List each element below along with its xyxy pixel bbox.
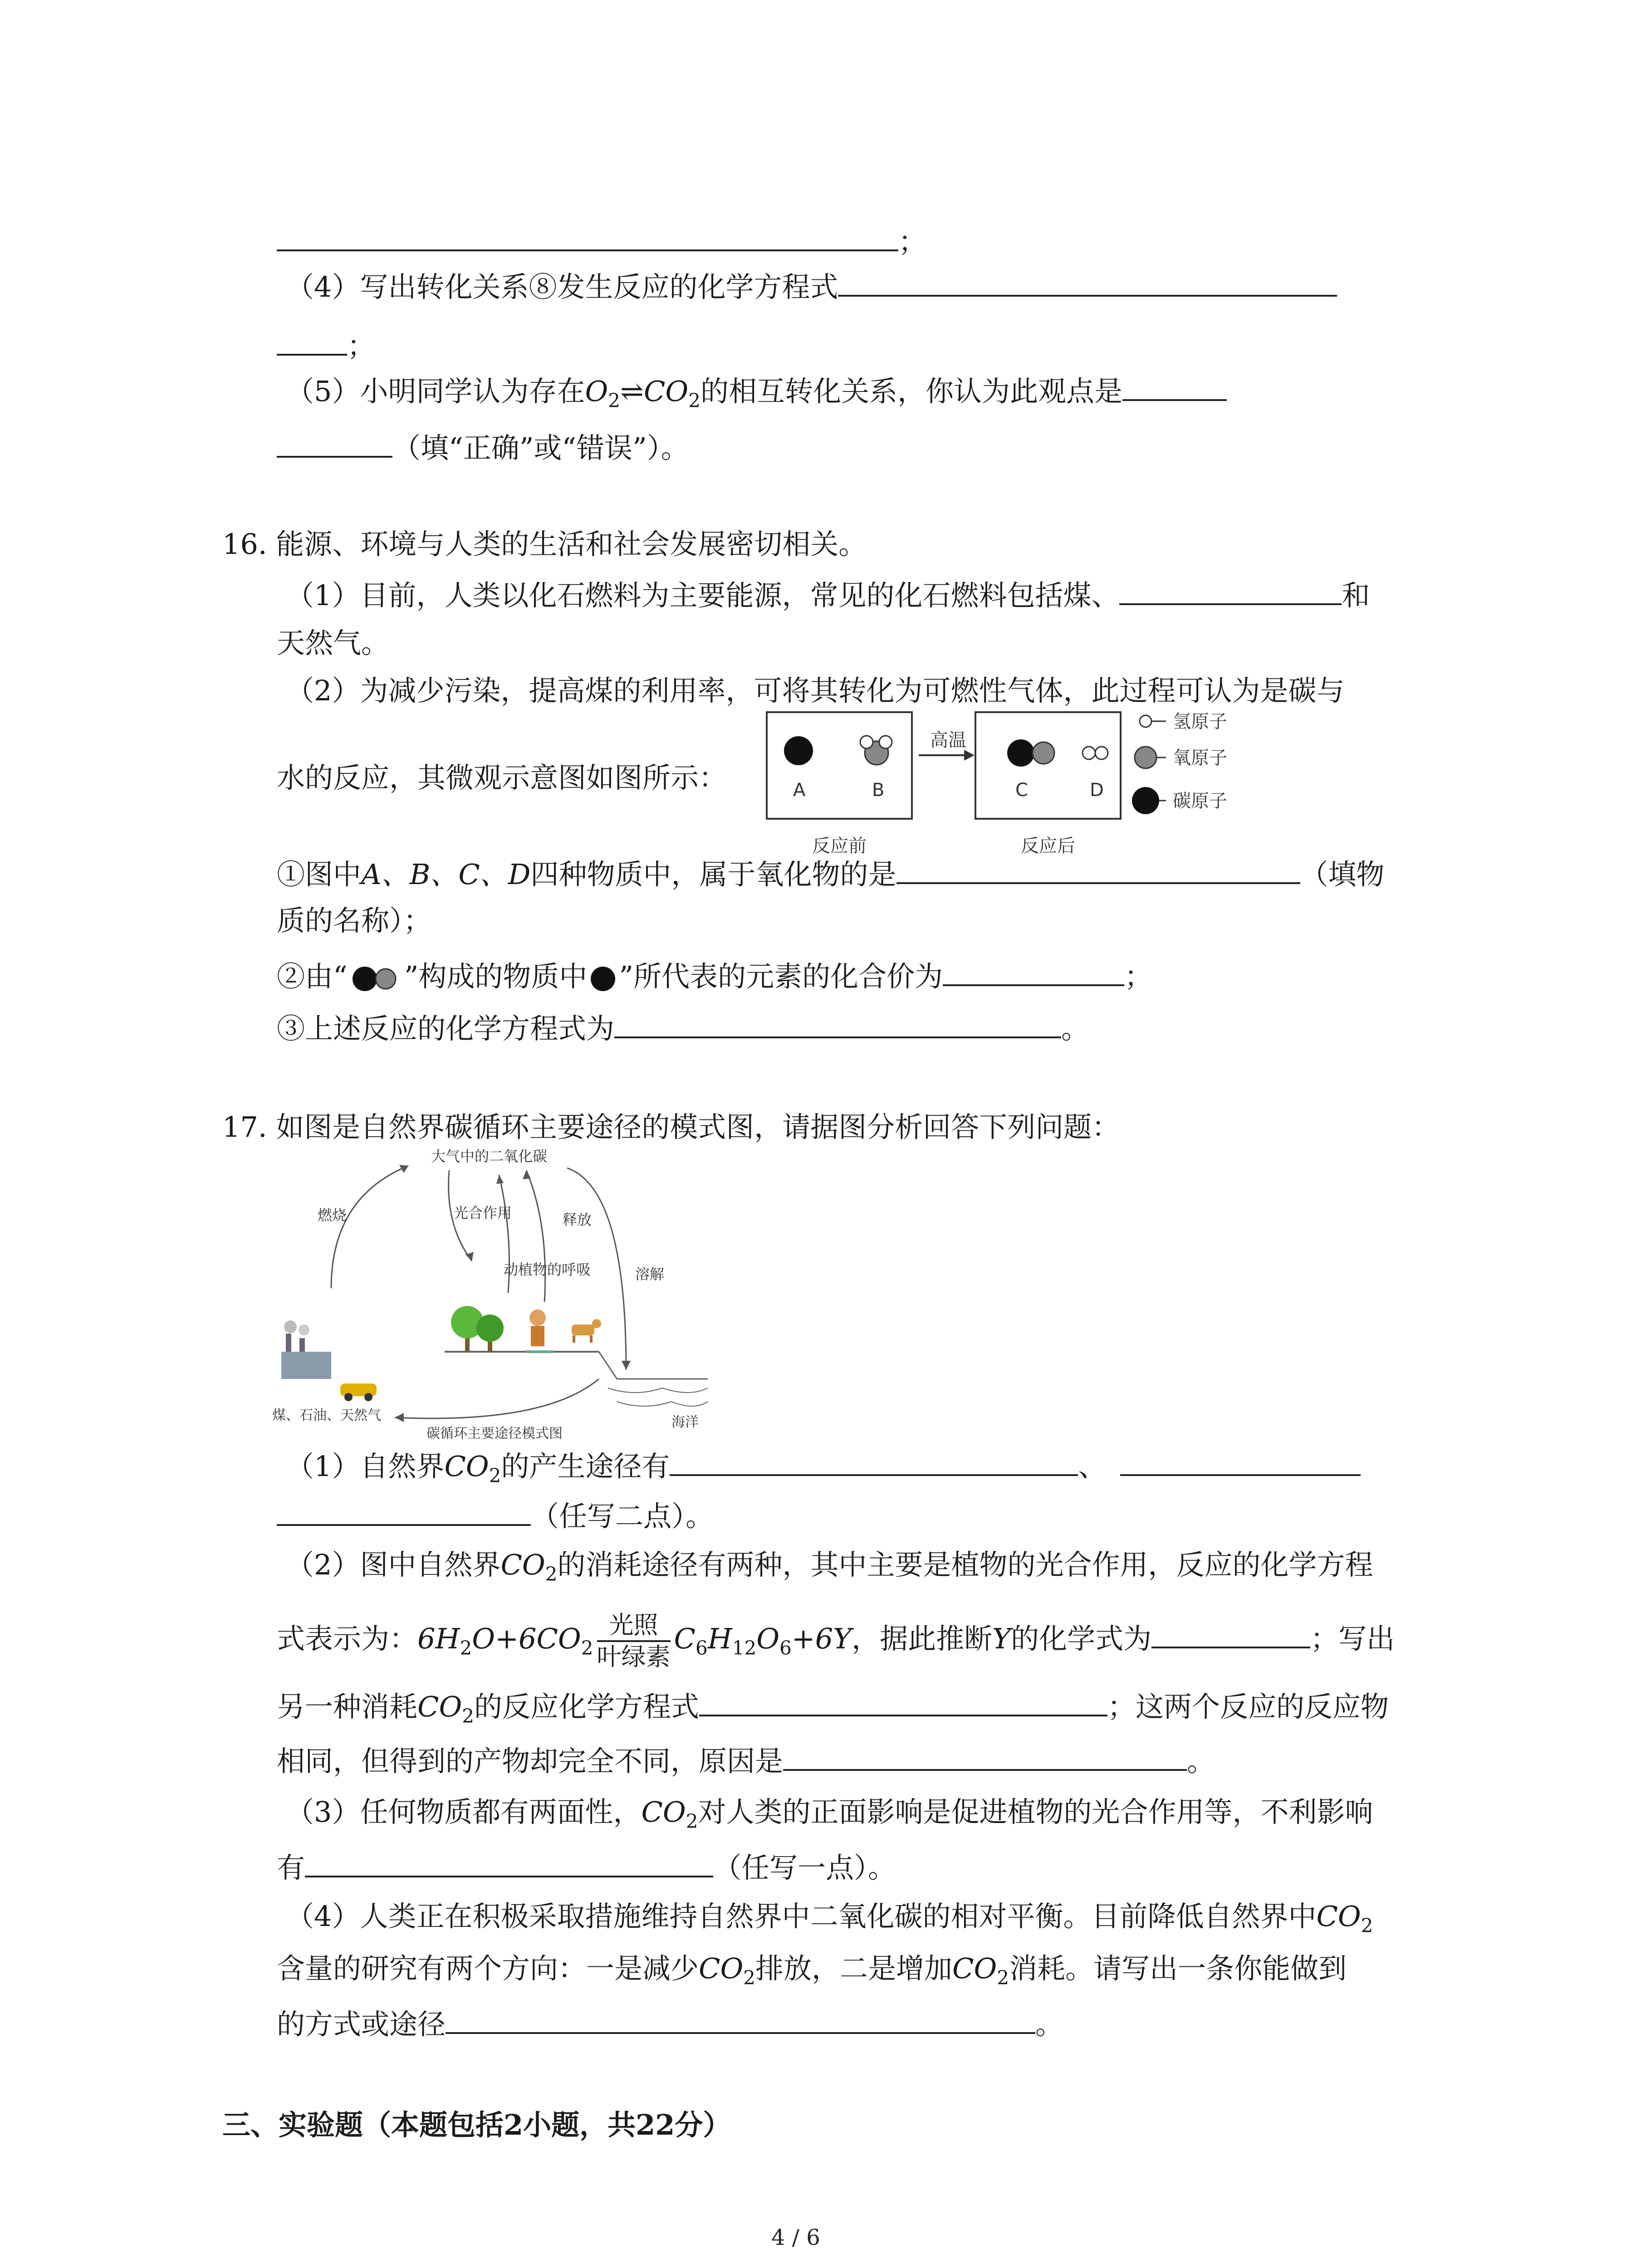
q17-part2-cont2: 相同，但得到的产物却完全不同，原因是 。 <box>277 1742 1215 1779</box>
answer-blank[interactable] <box>277 1497 531 1526</box>
svg-text:C: C <box>1015 780 1028 801</box>
page-number: 4 / 6 <box>771 2225 820 2250</box>
tree-icon <box>451 1306 504 1352</box>
q16-stem: 16. 能源、环境与人类的生活和社会发展密切相关。 <box>222 528 867 561</box>
q16-sub1-cont: 质的名称）； <box>277 904 432 937</box>
svg-text:海洋: 海洋 <box>671 1414 699 1430</box>
q16-part2-cont: 水的反应，其微观示意图如图所示： <box>277 761 727 794</box>
hydrogen-atom <box>860 736 873 748</box>
answer-blank[interactable] <box>305 1848 713 1877</box>
q16-part1-cont: 天然气。 <box>277 626 390 660</box>
q17-part1-cont: （任写二点）。 <box>277 1497 714 1535</box>
svg-text:B: B <box>872 780 885 801</box>
svg-text:氧原子: 氧原子 <box>1173 748 1227 768</box>
section-heading: 三、实验题（本题包括2小题，共22分） <box>222 2108 731 2141</box>
svg-text:D: D <box>1090 780 1104 801</box>
q17-part3-cont: 有 （任写一点）。 <box>277 1848 896 1886</box>
answer-blank[interactable] <box>277 429 392 458</box>
answer-blank[interactable] <box>838 268 1337 297</box>
arrow-release <box>526 1170 545 1302</box>
svg-text:反应后: 反应后 <box>1021 836 1075 856</box>
arrow-ocean-to-fuels <box>395 1379 599 1418</box>
svg-text:煤、石油、天然气: 煤、石油、天然气 <box>272 1408 381 1423</box>
q16-part1: （1）目前，人类以化石燃料为主要能源，常见的化石燃料包括煤、 和 <box>286 576 1370 614</box>
svg-text:光合作用: 光合作用 <box>454 1204 512 1222</box>
q17-part4: （4）人类正在积极采取措施维持自然界中二氧化碳的相对平衡。目前降低自然界中$CO_2$ <box>286 1900 1373 1937</box>
carbon-atom-icon <box>587 965 619 992</box>
svg-text:燃烧: 燃烧 <box>318 1207 347 1224</box>
svg-text:释放: 释放 <box>563 1211 592 1228</box>
q17-part1: （1）自然界$CO_2$的产生途径有 、 <box>286 1447 1361 1494</box>
answer-blank[interactable] <box>783 1742 1187 1771</box>
q17-part4-cont: 含量的研究有两个方向：一是减少$CO_2$排放，二是增加$CO_2$消耗。请写出一条你能做到 <box>277 1952 1347 1989</box>
reaction-condition: $\frac{\text{光照}}{\text{叶绿素}}$ <box>597 1611 671 1671</box>
q17-part3: （3）任何物质都有两面性，$CO_2$对人类的正面影响是促进植物的光合作用等，不利影响 <box>286 1795 1373 1833</box>
answer-blank[interactable] <box>614 1009 1061 1038</box>
q16-sub3: ③上述反应的化学方程式为 。 <box>277 1009 1089 1047</box>
answer-blank[interactable] <box>943 957 1124 986</box>
svg-text:反应前: 反应前 <box>812 836 867 856</box>
q15-part4-cont: ； <box>277 327 375 364</box>
q15-part5-cont: （填“正确”或“错误”）。 <box>277 429 689 466</box>
carbon-cycle-diagram <box>272 1143 726 1442</box>
answer-blank[interactable] <box>1119 576 1342 605</box>
q17-part2-cont: 另一种消耗$CO_2$的反应化学方程式 ；这两个反应的反应物 <box>277 1687 1389 1734</box>
answer-blank[interactable] <box>1120 1447 1361 1476</box>
answer-blank[interactable] <box>699 1687 1107 1716</box>
svg-text:A: A <box>793 780 806 801</box>
q15-answer-line-3: ； <box>277 222 926 260</box>
answer-blank[interactable] <box>446 2005 1035 2034</box>
q17-stem: 17. 如图是自然界碳循环主要途径的模式图，请据图分析回答下列问题： <box>222 1110 1120 1144</box>
svg-text:氢原子: 氢原子 <box>1173 711 1227 732</box>
person-icon <box>526 1310 554 1352</box>
answer-blank[interactable] <box>277 222 898 251</box>
answer-blank[interactable] <box>1151 1619 1310 1648</box>
q16-sub1: ①图中A、B、C、D四种物质中，属于氧化物的是 （填物 <box>277 855 1385 893</box>
svg-text:碳循环主要途径模式图: 碳循环主要途径模式图 <box>426 1426 563 1442</box>
svg-text:动植物的呼吸: 动植物的呼吸 <box>504 1261 591 1278</box>
answer-blank[interactable] <box>670 1447 1078 1476</box>
answer-blank[interactable] <box>1122 372 1227 401</box>
arrow-burning <box>331 1166 408 1288</box>
q16-part2: （2）为减少污染，提高煤的利用率，可将其转化为可燃性气体，此过程可认为是碳与 <box>286 674 1345 707</box>
svg-text:溶解: 溶解 <box>635 1266 665 1283</box>
q17-part4-cont2: 的方式或途径 。 <box>277 2005 1063 2043</box>
svg-text:大气中的二氧化碳: 大气中的二氧化碳 <box>431 1148 548 1165</box>
co-molecule-icon <box>348 965 404 992</box>
svg-text:碳原子: 碳原子 <box>1173 791 1227 811</box>
q15-part4: （4）写出转化关系⑧发生反应的化学方程式 <box>286 268 1337 305</box>
q17-part2-equation: 式表示为：$6H_2O+6CO_2$ $\frac{\text{光照}}{\text{叶绿素}}$ $C_6H_{12}O_6+6Y$，据此推断Y的化学式为 ；写出 <box>277 1611 1395 1671</box>
answer-blank[interactable] <box>277 327 347 356</box>
reaction-micro-diagram <box>762 708 1288 862</box>
hydrogen-atom <box>879 736 892 748</box>
carbon-atom <box>784 736 813 765</box>
q17-part2: （2）图中自然界$CO_2$的消耗途径有两种，其中主要是植物的光合作用，反应的化学方程 <box>286 1548 1373 1585</box>
svg-text:高温: 高温 <box>930 730 966 751</box>
factory-icon <box>281 1320 331 1379</box>
q15-part5: （5）小明同学认为存在$O_2\rightleftharpoons CO_2$的相互转化关系，你认为此观点是 <box>286 372 1227 419</box>
answer-blank[interactable] <box>896 855 1300 884</box>
q16-sub2: ②由“ ”构成的物质中 ”所代表的元素的化合价为 ； <box>277 957 1152 995</box>
car-icon <box>340 1383 377 1401</box>
animal-icon <box>572 1319 601 1343</box>
